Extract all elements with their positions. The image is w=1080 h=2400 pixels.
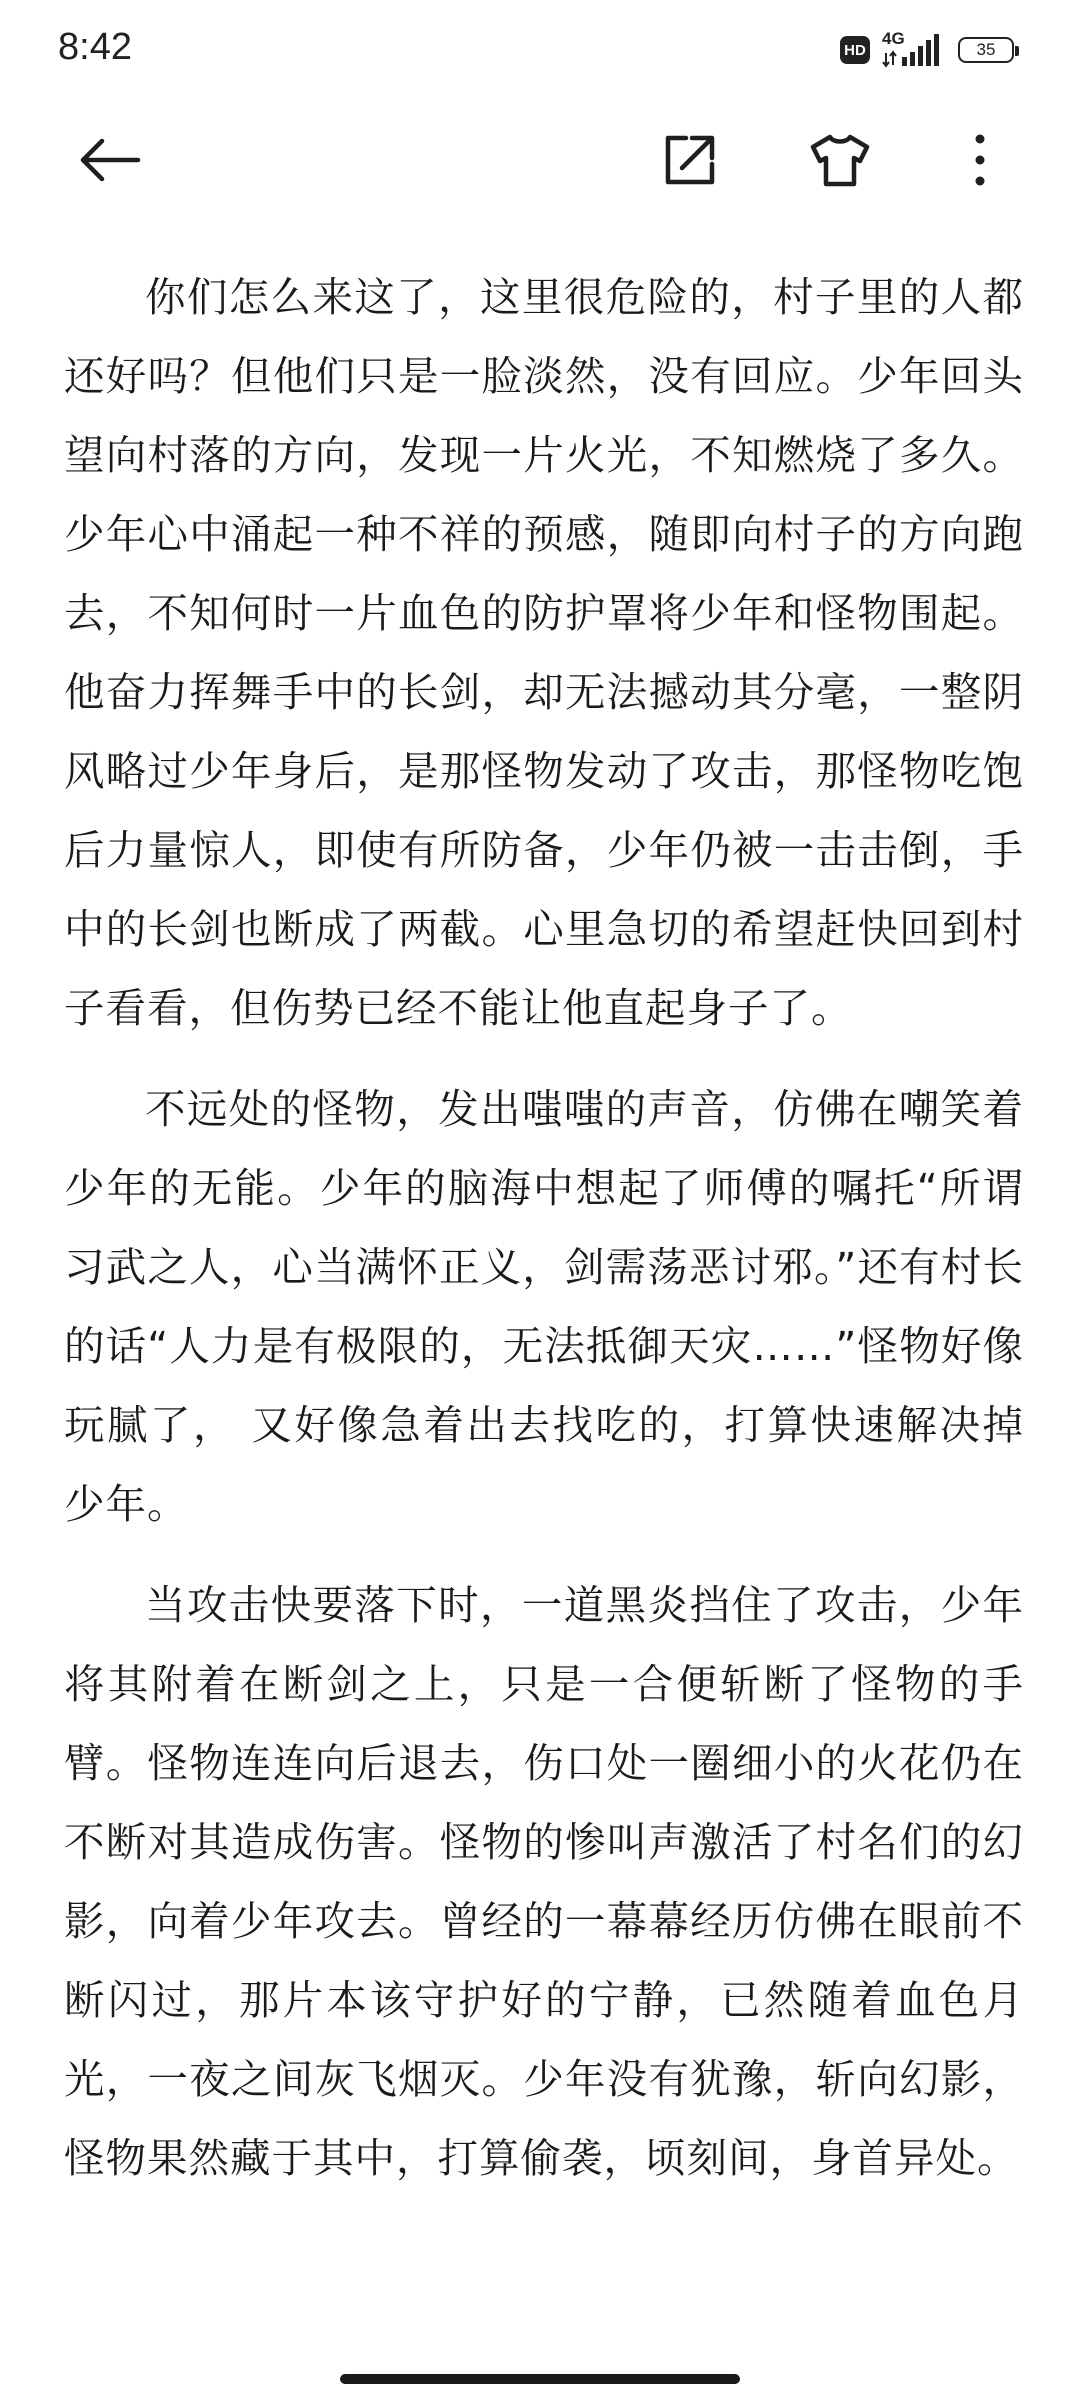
- status-bar: [0, 0, 1080, 100]
- hd-icon: HD: [840, 36, 870, 64]
- article-paragraph-2: 不远处的怪物，发出嗤嗤的声音，仿佛在嘲笑着少年的无能。少年的脑海中想起了师傅的嘱托“所谓习武之人，心当满怀正义，剑需荡恶讨邪。”还有村长的话“人力是有极限的，无法抵御天灾……”怪物好像玩腻了， 又好像急着出去找吃的，打算快速解决掉少年。: [64, 1085, 1024, 1528]
- home-indicator[interactable]: [340, 2374, 740, 2384]
- signal-icon: [882, 31, 946, 69]
- article-paragraph-3: 当攻击快要落下时，一道黑炎挡住了攻击，少年将其附着在断剑之上，只是一合便斩断了怪物的手臂。怪物连连向后退去，伤口处一圈细小的火花仍在不断对其造成伤害。怪物的惨叫声激活了村名们的幻影，向着少年攻去。曾经的一幕幕经历仿佛在眼前不断闪过，那片本该守护好的宁静，已然随着血色月光，一夜之间灰飞烟灭。少年没有犹豫，斩向幻影，怪物果然藏于其中，打算偷袭，顷刻间，身首异处。: [64, 1581, 1024, 2182]
- article-paragraph-1: 你们怎么来这了，这里很危险的，村子里的人都还好吗？但他们只是一脸淡然，没有回应。少年回头望向村落的方向，发现一片火光，不知燃烧了多久。少年心中涌起一种不祥的预感，随即向村子的方向跑去，不知何时一片血色的防护罩将少年和怪物围起。他奋力挥舞手中的长剑，却无法撼动其分毫，一整阴风略过少年身后，是那怪物发动了攻击，那怪物吃饱后力量惊人，即使有所防备，少年仍被一击击倒，手中的长剑也断成了两截。心里急切的希望赶快回到村子看看，但伤势已经不能让他直起身子了。: [64, 273, 1024, 1032]
- back-arrow-icon: [78, 136, 142, 184]
- theme-shirt-icon: [809, 132, 871, 188]
- reader-toolbar: [0, 100, 1080, 220]
- network-type-label: 4G: [882, 29, 905, 48]
- article-body: [64, 258, 1024, 2220]
- status-indicators: [840, 30, 1014, 70]
- theme-button[interactable]: [800, 120, 880, 200]
- battery-icon: [958, 37, 1014, 63]
- share-icon: [662, 132, 718, 188]
- more-vertical-icon: [970, 132, 990, 188]
- battery-level: 35: [976, 40, 996, 59]
- back-button[interactable]: [70, 120, 150, 200]
- share-button[interactable]: [650, 120, 730, 200]
- status-time: 8:42: [58, 26, 132, 68]
- more-button[interactable]: [940, 120, 1020, 200]
